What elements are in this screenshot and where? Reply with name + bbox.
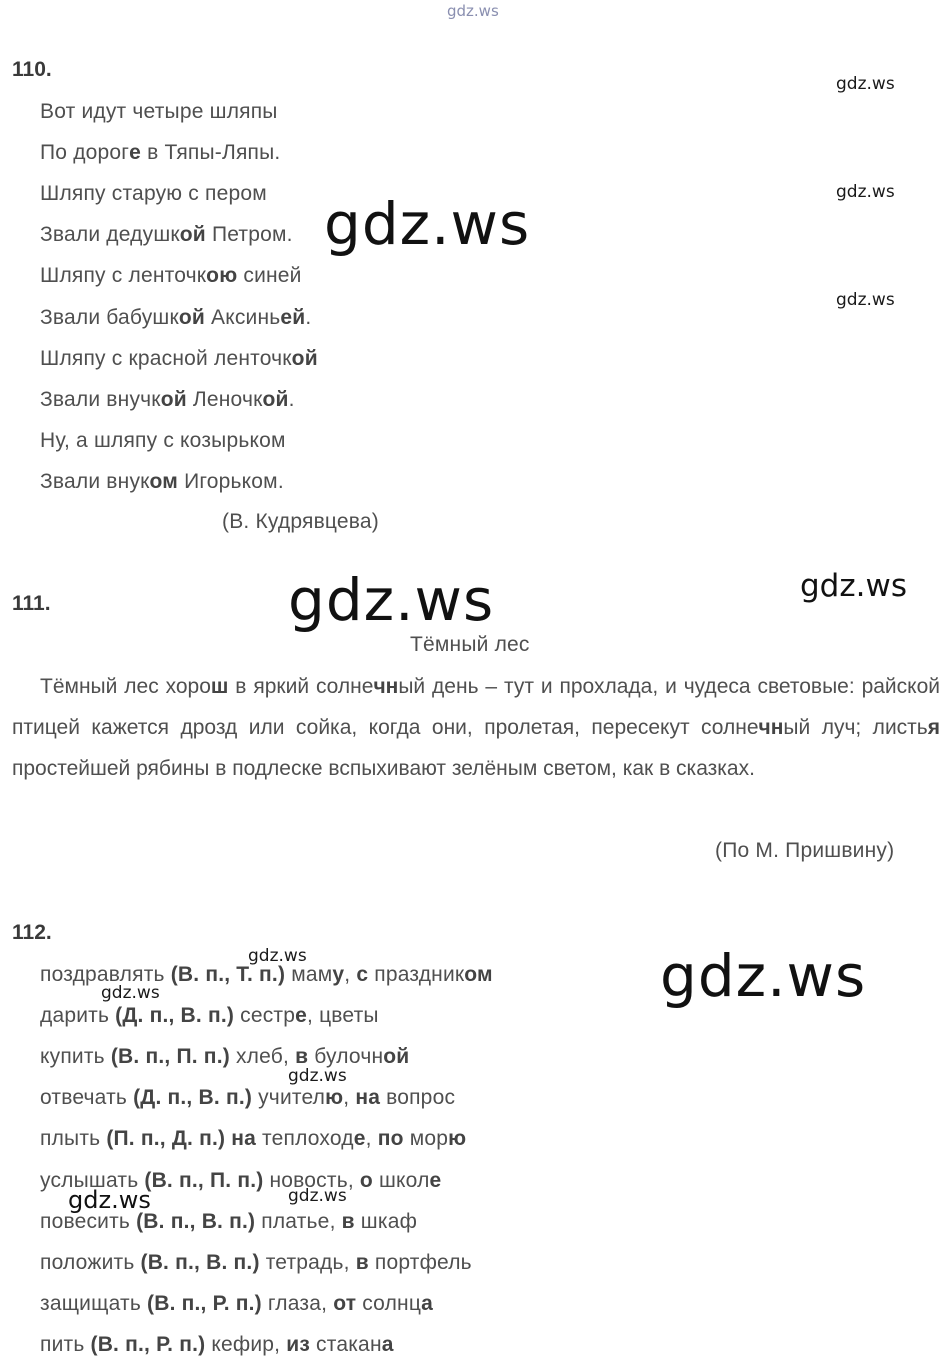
text-run: шкаф [354, 1209, 418, 1233]
text-run: положить [40, 1250, 141, 1274]
text-run: платье, [255, 1209, 342, 1233]
verb-phrase-line [40, 1086, 455, 1110]
highlighted-ending: а [421, 1291, 433, 1315]
text-run: школ [372, 1168, 430, 1192]
highlighted-ending: на [231, 1127, 257, 1151]
highlighted-ending: (В. п., Р. п.) [90, 1332, 206, 1356]
exercise-112-number: 112. [12, 921, 52, 944]
highlighted-ending: о [359, 1168, 373, 1192]
highlighted-ending: (В. п., Р. п.) [147, 1291, 262, 1315]
highlighted-ending: ю [325, 1086, 344, 1110]
text-run: услышать [40, 1168, 145, 1192]
text-run: Леночк [186, 387, 263, 411]
poem-line [40, 223, 293, 247]
highlighted-ending: ой [262, 387, 289, 411]
text-run: Звали внучк [40, 387, 161, 411]
poem-line [40, 182, 267, 206]
text-run: Ну, а шляпу с козырьком [40, 428, 286, 452]
text-run: синей [237, 264, 302, 288]
highlighted-ending: ой [383, 1045, 410, 1069]
watermark-medium: gdz.ws [800, 568, 907, 604]
highlighted-ending: е [295, 1004, 308, 1028]
watermark-right-2: gdz.ws [836, 182, 895, 202]
highlighted-ending: на [355, 1086, 381, 1110]
text-run: хлеб, [229, 1045, 296, 1069]
text-run: мор [403, 1127, 449, 1151]
watermark-small-d: gdz.ws [288, 1186, 347, 1206]
text-run: Игорьком. [178, 469, 284, 493]
highlighted-ending: ою [206, 264, 238, 288]
highlighted-ending: (В. п., П. п.) [110, 1045, 230, 1069]
text-run: Аксинь [204, 305, 281, 329]
highlighted-ending: ой [291, 346, 318, 370]
poem-line [40, 347, 318, 371]
highlighted-ending: ом [464, 963, 493, 986]
exercise-111-paragraph [12, 666, 940, 789]
highlighted-ending: ом [149, 469, 179, 493]
text-run: булочн [308, 1045, 384, 1069]
poem-line [40, 429, 286, 453]
text-run: глаза, [261, 1291, 334, 1315]
poem-line [40, 264, 302, 288]
highlighted-ending: (В. п., Т. п.) [170, 963, 286, 986]
text-run: поздравлять [40, 963, 171, 986]
text-run: сестр [234, 1004, 296, 1028]
highlighted-ending: е [429, 1168, 442, 1192]
verb-phrase-line [40, 1292, 433, 1316]
highlighted-ending: а [381, 1332, 394, 1356]
highlighted-ending: от [333, 1291, 357, 1315]
highlighted-ending: в [295, 1045, 309, 1069]
text-run: дарить [40, 1004, 116, 1028]
text-run: плыть [40, 1127, 107, 1151]
text-run: солнц [356, 1291, 422, 1315]
watermark-small-e: gdz.ws [68, 1186, 151, 1214]
text-run: , цветы [307, 1004, 379, 1028]
watermark-small-c: gdz.ws [288, 1066, 347, 1086]
text-run: , [365, 1127, 378, 1151]
text-run: ый луч; листь [783, 716, 928, 739]
watermark-large-2: gdz.ws [288, 566, 495, 634]
text-run: праздник [368, 963, 465, 986]
text-run: простейшей рябины в подлеске вспыхивают зелёным светом, как в сказках. [12, 757, 755, 780]
text-run: купить [40, 1045, 111, 1069]
text-run: . [305, 305, 312, 329]
exercise-111-number: 111. [12, 592, 51, 615]
exercise-111-author: (По М. Пришвину) [715, 839, 895, 862]
exercise-111-title: Тёмный лес [410, 633, 530, 656]
text-run: защищать [40, 1291, 148, 1315]
text-run: Звали внук [40, 469, 150, 493]
text-run: учител [252, 1086, 326, 1110]
highlighted-ending: ой [178, 305, 205, 329]
text-run: , [344, 963, 357, 986]
text-run: . [288, 387, 295, 411]
text-run: Звали дедушк [40, 223, 180, 247]
highlighted-ending: (Д. п., В. п.) [133, 1086, 253, 1110]
highlighted-ending: чн [758, 716, 784, 739]
verb-phrase-line [40, 1251, 472, 1275]
highlighted-ending: ей [280, 305, 306, 329]
highlighted-ending: (В. п., В. п.) [140, 1250, 260, 1274]
text-run: пить [40, 1332, 91, 1356]
poem-line [40, 100, 278, 124]
highlighted-ending: е [129, 141, 142, 165]
text-run: ый день – тут и прохлада, и чудеса световые: райской птицей кажется дрозд или сойка, когда они, пролетая, пересекут солне [12, 675, 940, 739]
poem-line [40, 388, 295, 412]
text-run: тетрадь, [259, 1250, 356, 1274]
verb-phrase-line [40, 963, 493, 987]
highlighted-ending: у [332, 963, 345, 986]
watermark-right-1: gdz.ws [836, 74, 895, 94]
verb-phrase-line [40, 1045, 409, 1069]
text-run: стакан [310, 1332, 382, 1356]
highlighted-ending: с [356, 963, 369, 986]
highlighted-ending: ой [179, 223, 206, 247]
watermark-large-3: gdz.ws [660, 942, 867, 1010]
text-run: портфель [368, 1250, 472, 1274]
text-run: вопрос [380, 1086, 456, 1110]
exercise-110-number: 110. [12, 58, 52, 81]
watermark-small-a: gdz.ws [248, 946, 307, 966]
watermark-small-b: gdz.ws [101, 983, 160, 1003]
poem-line [40, 470, 284, 494]
text-run: новость, [263, 1168, 360, 1192]
watermark-large-1: gdz.ws [324, 190, 531, 258]
exercise-110-author: (В. Кудрявцева) [222, 510, 379, 533]
verb-phrase-line [40, 1169, 441, 1193]
watermark-top: gdz.ws [447, 2, 499, 20]
highlighted-ending: чн [373, 675, 399, 698]
verb-phrase-line [40, 1004, 379, 1028]
highlighted-ending: (В. п., П. п.) [144, 1168, 264, 1192]
text-run: Шляпу с ленточк [40, 264, 207, 288]
text-run: Шляпу старую с пером [40, 182, 267, 206]
text-run: Тёмный лес хоро [40, 675, 211, 698]
verb-phrase-line [40, 1210, 417, 1234]
text-run: в яркий солне [228, 675, 374, 698]
highlighted-ending: (В. п., В. п.) [136, 1209, 256, 1233]
highlighted-ending: ш [210, 675, 229, 698]
highlighted-ending: из [286, 1332, 311, 1356]
text-run: Шляпу с красной ленточк [40, 346, 292, 370]
highlighted-ending: (Д. п., В. п.) [115, 1004, 235, 1028]
poem-line [40, 141, 280, 165]
highlighted-ending: е [353, 1127, 366, 1151]
text-run: , [343, 1086, 356, 1110]
highlighted-ending: в [341, 1209, 355, 1233]
text-run: Звали бабушк [40, 305, 179, 329]
highlighted-ending: (П. п., Д. п.) [106, 1127, 226, 1151]
verb-phrase-line [40, 1127, 466, 1151]
text-run: кефир, [205, 1332, 287, 1356]
highlighted-ending: ю [448, 1127, 467, 1151]
text-run: По дорог [40, 141, 130, 165]
poem-line [40, 306, 311, 330]
highlighted-ending: ой [160, 387, 187, 411]
highlighted-ending: в [355, 1250, 369, 1274]
text-run: повесить [40, 1209, 137, 1233]
text-run: Петром. [205, 223, 293, 247]
highlighted-ending: по [377, 1127, 404, 1151]
text-run: отвечать [40, 1086, 134, 1110]
highlighted-ending: я [927, 716, 940, 739]
text-run: в Тяпы-Ляпы. [141, 141, 281, 165]
text-run: Вот идут четыре шляпы [40, 100, 278, 123]
text-run: теплоход [256, 1127, 354, 1151]
text-run: мам [285, 963, 333, 986]
watermark-right-3: gdz.ws [836, 290, 895, 310]
verb-phrase-line [40, 1333, 394, 1357]
